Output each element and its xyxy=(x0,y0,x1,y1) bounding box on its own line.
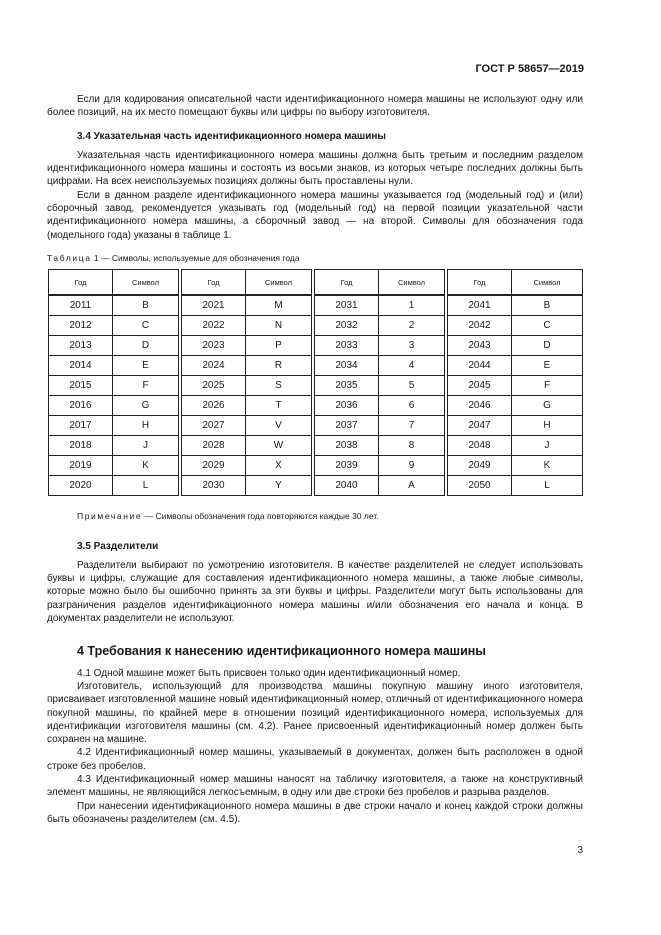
symbol-cell: B xyxy=(512,295,583,316)
symbol-cell: 2 xyxy=(379,316,445,336)
year-cell: 2043 xyxy=(448,336,512,356)
symbol-cell: N xyxy=(246,316,312,336)
table-note-label: Примечание xyxy=(77,511,143,522)
symbol-cell: Y xyxy=(246,476,312,496)
section-4-paragraph-4: 4.3 Идентификационный номер машины наносят на табличку изготовителя, а также на конструктивный элемент машины, не являющийся легкосъемным, в одну или две строки без пробелов и разрыва разделов. xyxy=(47,774,583,799)
symbol-cell: H xyxy=(113,416,179,436)
year-cell: 2035 xyxy=(315,376,379,396)
year-cell: 2049 xyxy=(448,456,512,476)
symbol-cell: C xyxy=(512,316,583,336)
year-cell: 2047 xyxy=(448,416,512,436)
page-number: 3 xyxy=(577,845,583,856)
year-cell: 2018 xyxy=(49,436,113,456)
symbol-cell: P xyxy=(246,336,312,356)
symbol-cell: L xyxy=(113,476,179,496)
year-cell: 2028 xyxy=(182,436,246,456)
symbol-cell: G xyxy=(512,396,583,416)
section-4-paragraph-1: 4.1 Одной машине может быть присвоен только один идентификационный номер. xyxy=(77,667,461,679)
symbol-cell: 1 xyxy=(379,295,445,316)
year-cell: 2039 xyxy=(315,456,379,476)
year-cell: 2019 xyxy=(49,456,113,476)
symbol-cell: H xyxy=(512,416,583,436)
symbol-cell: E xyxy=(113,356,179,376)
header-year: Год xyxy=(315,270,379,296)
year-cell: 2041 xyxy=(448,295,512,316)
symbol-cell: 4 xyxy=(379,356,445,376)
header-year: Год xyxy=(182,270,246,296)
section-4-paragraph-5: При нанесении идентификационного номера машины в две строки начало и конец каждой строки должны быть обозначены разделителем (см. 4.5). xyxy=(47,800,583,825)
table-caption xyxy=(47,252,583,265)
symbol-cell: W xyxy=(246,436,312,456)
year-cell: 2042 xyxy=(448,316,512,336)
section-3-4-title: 3.4 Указательная часть идентификационного номера машины xyxy=(77,130,386,142)
year-cell: 2013 xyxy=(49,336,113,356)
year-cell: 2031 xyxy=(315,295,379,316)
year-cell: 2012 xyxy=(49,316,113,336)
section-4-paragraph-2: Изготовитель, использующий для производства машины покупную машину иного изготовителя, присваивает изготовленной машине новый идентификационный номер, отличный от идентификационного номера покупной машины, по крайней мере в отношении позиций идентификационного номера, используемых для идентификации изготовителя машины (см. 4.2). Ранее присвоенный идентификационный номер должен быть сохранен на машине. xyxy=(47,680,583,746)
section-3-5-title: 3.5 Разделители xyxy=(77,540,159,552)
symbol-cell: T xyxy=(246,396,312,416)
year-cell: 2040 xyxy=(315,476,379,496)
symbol-cell: E xyxy=(512,356,583,376)
symbol-cell: S xyxy=(246,376,312,396)
section-3-4-paragraph-1: Указательная часть идентификационного номера машины должна быть третьим и последним разделом идентификационного номера машины и состоять из восьми знаков, из которых четыре последних должны быть цифрами. На всех неиспользуемых позициях должны быть проставлены нули. xyxy=(47,149,583,188)
table-row xyxy=(49,436,583,456)
table-row xyxy=(49,416,583,436)
symbol-cell: K xyxy=(113,456,179,476)
table-note-text: — Символы обозначения года повторяются каждые 30 лет. xyxy=(144,511,379,522)
year-cell: 2038 xyxy=(315,436,379,456)
table-row xyxy=(49,396,583,416)
year-cell: 2021 xyxy=(182,295,246,316)
header-symbol: Символ xyxy=(113,270,179,296)
symbol-cell: R xyxy=(246,356,312,376)
document-code: ГОСТ Р 58657—2019 xyxy=(475,63,584,75)
year-cell: 2045 xyxy=(448,376,512,396)
year-cell: 2022 xyxy=(182,316,246,336)
year-symbols-table xyxy=(48,269,583,496)
section-3-5-paragraph: Разделители выбирают по усмотрению изготовителя. В качестве разделителей не следует использовать буквы и цифры, служащие для составления идентификационного номера машины, а также любые символы, которые можно было бы ошибочно принять за эти буквы и цифры. Разделители могут быть использованы для разграничения разделов идентификационного номера машины и/или обозначения его начала и конца. В документах разделители не используют. xyxy=(47,559,583,625)
table-header-row xyxy=(49,270,583,296)
year-cell: 2011 xyxy=(49,295,113,316)
intro-paragraph: Если для кодирования описательной части идентификационного номера машины не используют одну или более позиций, на их место помещают буквы или цифры по выбору изготовителя. xyxy=(47,94,583,119)
header-year: Год xyxy=(49,270,113,296)
symbol-cell: 5 xyxy=(379,376,445,396)
year-cell: 2017 xyxy=(49,416,113,436)
year-cell: 2044 xyxy=(448,356,512,376)
header-year: Год xyxy=(448,270,512,296)
symbol-cell: 8 xyxy=(379,436,445,456)
header-symbol: Символ xyxy=(512,270,583,296)
symbol-cell: J xyxy=(113,436,179,456)
year-cell: 2023 xyxy=(182,336,246,356)
year-cell: 2030 xyxy=(182,476,246,496)
table-row xyxy=(49,376,583,396)
symbol-cell: V xyxy=(246,416,312,436)
year-cell: 2027 xyxy=(182,416,246,436)
table-row xyxy=(49,356,583,376)
symbol-cell: D xyxy=(113,336,179,356)
year-cell: 2014 xyxy=(49,356,113,376)
year-cell: 2037 xyxy=(315,416,379,436)
table-row xyxy=(49,295,583,316)
table-caption-text: 1 — Символы, используемые для обозначения года xyxy=(93,252,300,263)
year-cell: 2036 xyxy=(315,396,379,416)
symbol-cell: C xyxy=(113,316,179,336)
year-cell: 2048 xyxy=(448,436,512,456)
page-content xyxy=(47,93,583,826)
symbol-cell: F xyxy=(113,376,179,396)
year-cell: 2016 xyxy=(49,396,113,416)
table-caption-label: Таблица xyxy=(47,252,92,263)
symbol-cell: K xyxy=(512,456,583,476)
year-cell: 2026 xyxy=(182,396,246,416)
section-4-title: 4 Требования к нанесению идентификационного номера машины xyxy=(77,644,486,659)
year-cell: 2046 xyxy=(448,396,512,416)
symbol-cell: F xyxy=(512,376,583,396)
symbol-cell: 7 xyxy=(379,416,445,436)
symbol-cell: L xyxy=(512,476,583,496)
year-cell: 2050 xyxy=(448,476,512,496)
year-cell: 2034 xyxy=(315,356,379,376)
section-4-paragraph-3: 4.2 Идентификационный номер машины, указываемый в документах, должен быть расположен в одной строке без пробелов. xyxy=(47,747,583,772)
header-symbol: Символ xyxy=(246,270,312,296)
symbol-cell: J xyxy=(512,436,583,456)
symbol-cell: B xyxy=(113,295,179,316)
symbol-cell: X xyxy=(246,456,312,476)
symbol-cell: G xyxy=(113,396,179,416)
symbol-cell: M xyxy=(246,295,312,316)
year-cell: 2025 xyxy=(182,376,246,396)
symbol-cell: 6 xyxy=(379,396,445,416)
table-row xyxy=(49,316,583,336)
header-symbol: Символ xyxy=(379,270,445,296)
symbol-cell: 3 xyxy=(379,336,445,356)
year-cell: 2032 xyxy=(315,316,379,336)
symbol-cell: D xyxy=(512,336,583,356)
year-cell: 2033 xyxy=(315,336,379,356)
year-cell: 2020 xyxy=(49,476,113,496)
year-cell: 2015 xyxy=(49,376,113,396)
year-cell: 2029 xyxy=(182,456,246,476)
table-row xyxy=(49,456,583,476)
table-note xyxy=(77,510,583,523)
table-row xyxy=(49,336,583,356)
symbol-cell: 9 xyxy=(379,456,445,476)
symbol-cell: A xyxy=(379,476,445,496)
section-3-4-paragraph-2: Если в данном разделе идентификационного номера машины указывается год (модельный год) и (или) сборочный завод, рекомендуется указывать год (модельный год) на первой позиции указательной части идентификационного номера машины, а сборочный завод — на второй. Символы для обозначения года (модельного года) указаны в таблице 1. xyxy=(47,189,583,241)
year-cell: 2024 xyxy=(182,356,246,376)
table-row xyxy=(49,476,583,496)
